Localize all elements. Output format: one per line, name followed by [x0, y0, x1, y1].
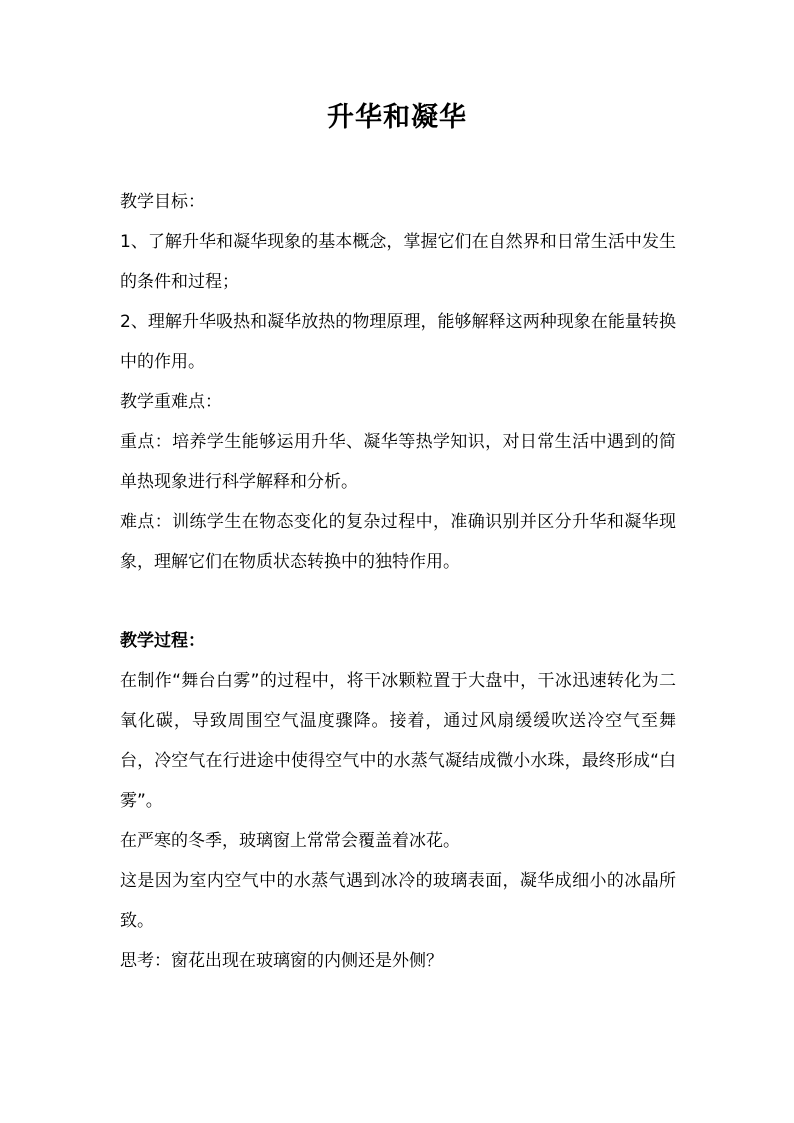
key-point-difficulty: 难点：训练学生在物态变化的复杂过程中，准确识别并区分升华和凝华现象，理解它们在物质状态转换中的独特作用。 [120, 512, 676, 572]
teaching-goal-item-2: 2、理解升华吸热和凝华放热的物理原理，能够解释这两种现象在能量转换中的作用。 [120, 312, 676, 372]
teaching-goal-item-1: 1、了解升华和凝华现象的基本概念，掌握它们在自然界和日常生活中发生的条件和过程； [120, 232, 676, 292]
process-paragraph-4: 思考：窗花出现在玻璃窗的内侧还是外侧？ [120, 951, 443, 971]
teaching-goals-heading: 教学目标： [120, 192, 205, 212]
process-paragraph-1: 在制作“舞台白雾”的过程中，将干冰颗粒置于大盘中，干冰迅速转化为二氧化碳，导致周围空气温度骤降。接着，通过风扇缓缓吹送冷空气至舞台，冷空气在行进途中使得空气中的水蒸气凝结成微小水珠，最终形成“白雾”。 [120, 671, 676, 811]
key-point-focus: 重点：培养学生能够运用升华、凝华等热学知识，对日常生活中遇到的简单热现象进行科学解释和分析。 [120, 432, 676, 492]
process-paragraph-3: 这是因为室内空气中的水蒸气遇到冰冷的玻璃表面，凝华成细小的冰晶所致。 [120, 871, 676, 931]
process-heading: 教学过程： [120, 631, 205, 651]
key-points-heading: 教学重难点： [120, 392, 222, 412]
document-body [120, 182, 676, 981]
process-paragraph-2: 在严寒的冬季，玻璃窗上常常会覆盖着冰花。 [120, 831, 460, 851]
document-title: 升华和凝华 [327, 102, 467, 133]
